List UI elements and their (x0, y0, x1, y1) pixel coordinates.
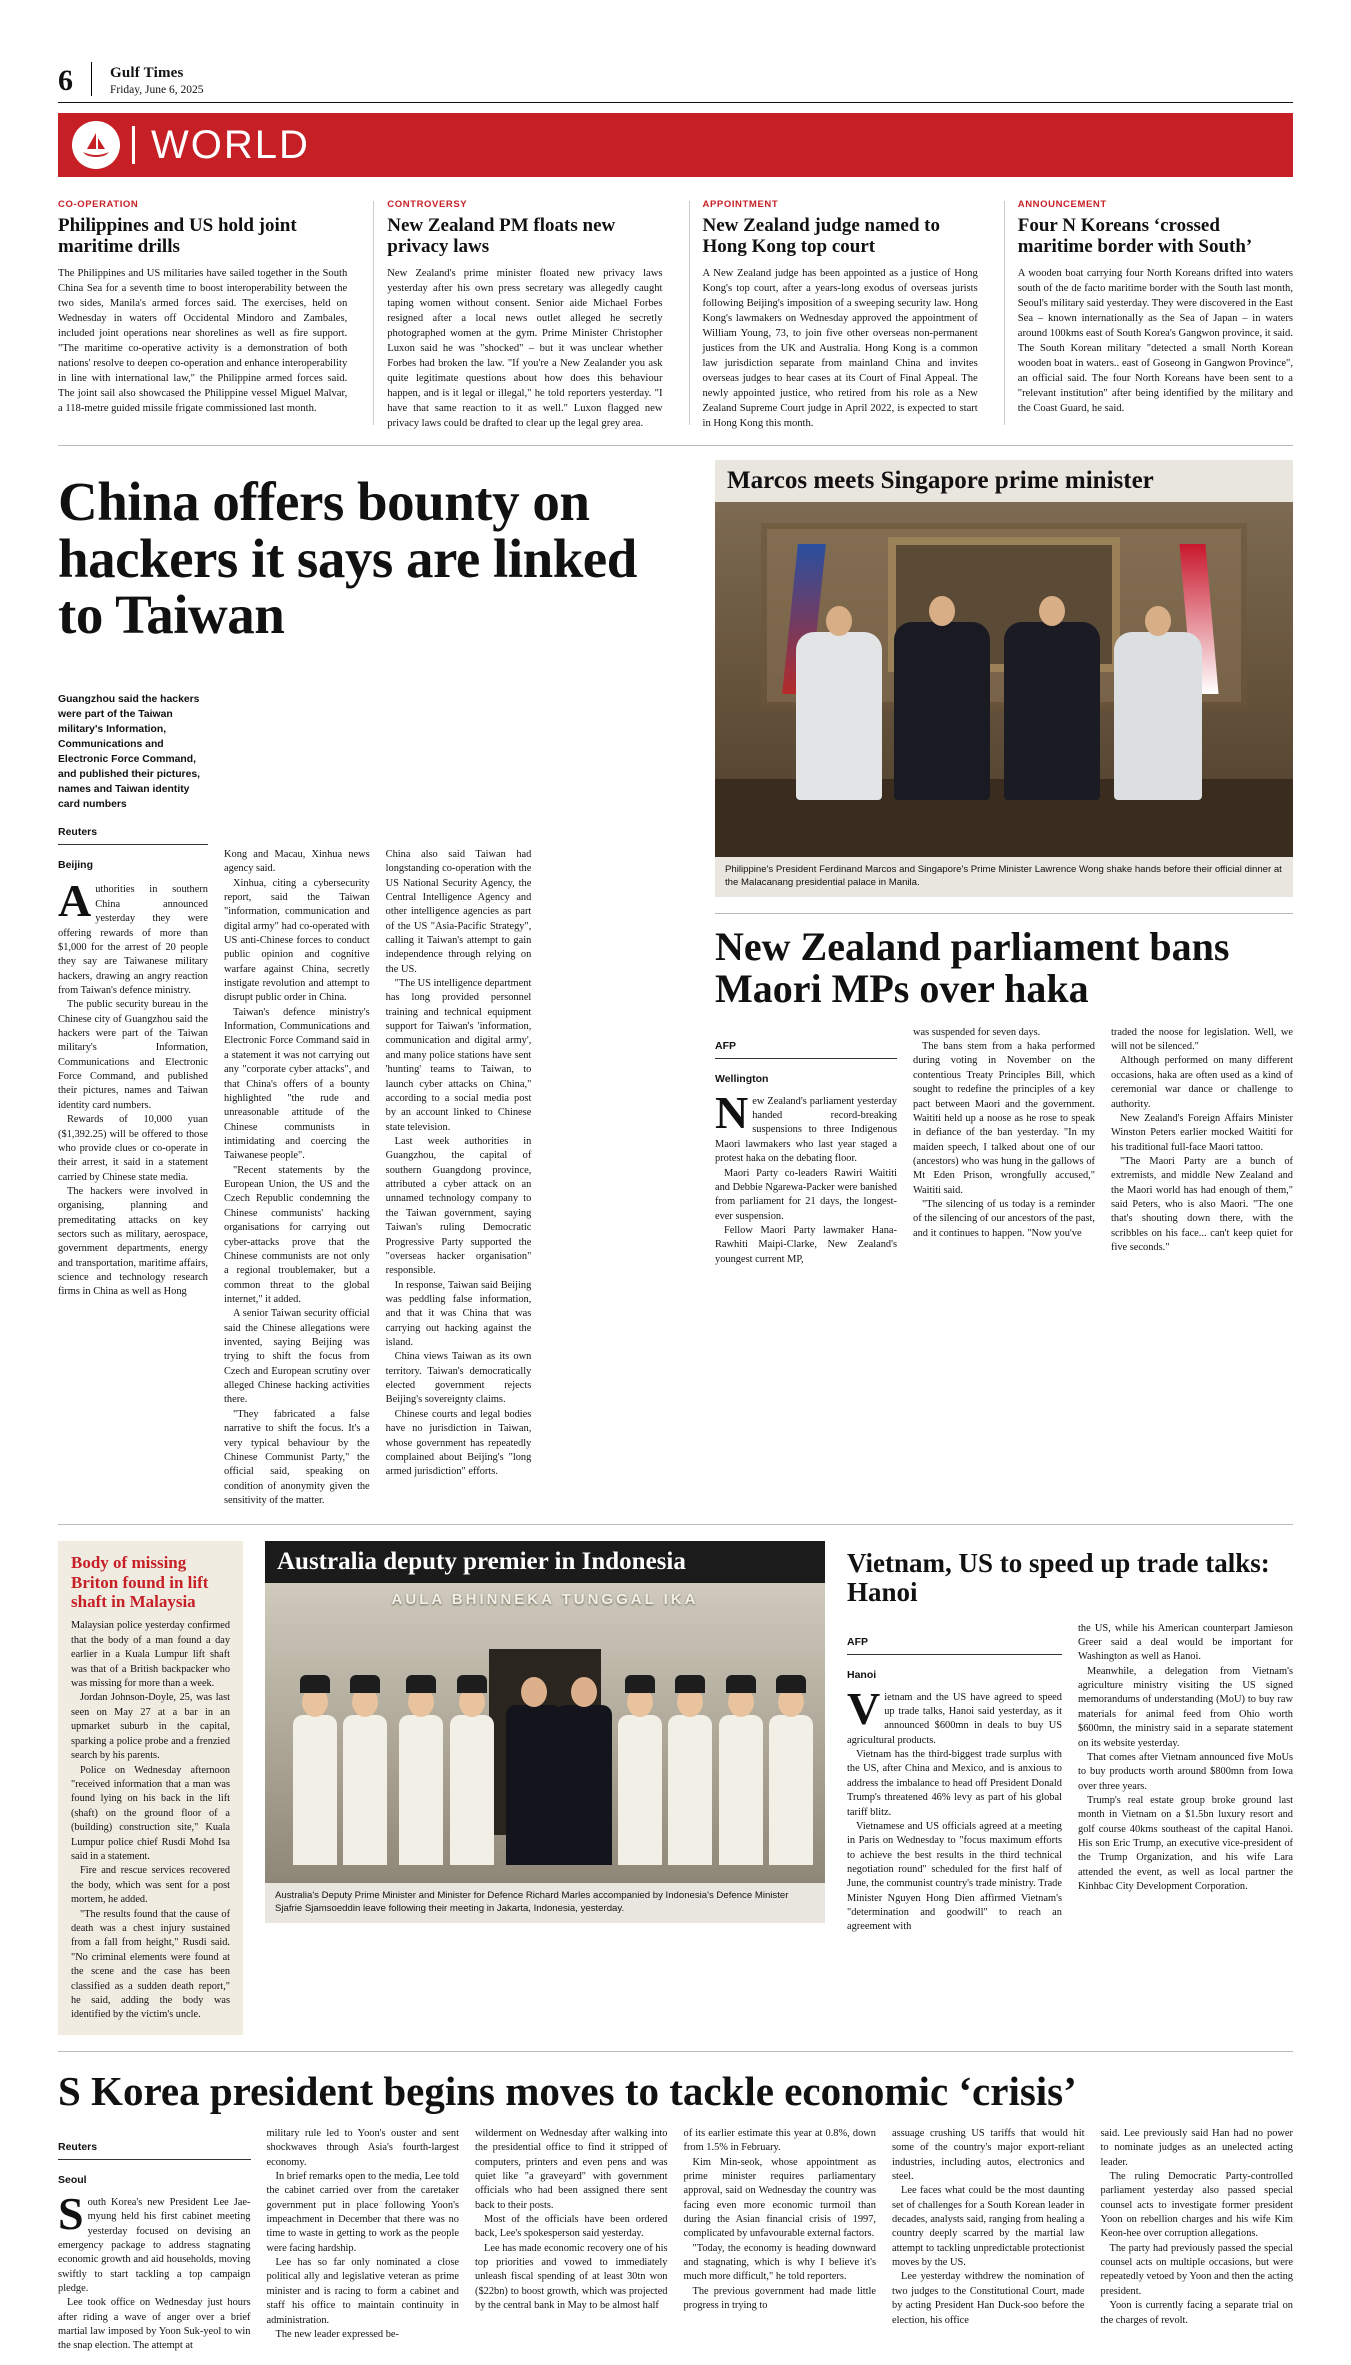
lead-standfirst: Guangzhou said the hackers were part of the Taiwan military's Information, Communications and Electronic Force Command, and published their pictures, names and Taiwan identity card numbers (58, 693, 201, 811)
brief-body: A New Zealand judge has been appointed as a justice of Hong Kong's top court, after a years-long exodus of overseas jurists following Beijing's imposition of a sweeping security law. Hong Kong's lawmakers on Wednesday approved the appointment of William Young, 73, to join five other overseas non-permanent justices from the UK and Australia. Hong Kong is a common law jurisdiction separate from mainland China and invites overseas judges to hear cases at its Court of Final Appeal. The newly appointed justice, who retired from his role as a New Zealand Supreme Court judge in April 2022, is expected to start in Hong Kong this month. (702, 267, 978, 429)
vietnam-paragraph: Vietnamese and US officials agreed at a meeting in Paris on Wednesday to "focus maximum efforts to achieve the best results in the third technical negotiation round" scheduled for the first half of June, the communist country's trade ministry. Trade Minister Nguyen Hong Dien affirmed Vietnam's "determination and goodwill" to reach an agreement with (847, 1820, 1062, 1933)
korea-paragraph: Lee took office on Wednesday just hours after riding a wave of anger over a brief martial law imposed by Yoon Suk-yeol to win the snap election. The attempt at (58, 2297, 251, 2352)
lead-paragraph: Xinhua, citing a cybersecurity report, said the Taiwan "information, communication and digital army" had co-operated with US anti-Chinese forces to conduct public opinion and cognitive warfare against China, secretly instigate revolution and attempt to disrupt public order in China. (224, 877, 370, 1004)
korea-paragraph: Most of the officials have been ordered back, Lee's spokesperson said yesterday. (475, 2214, 668, 2240)
lift-paragraph: "The results found that the cause of death was a chest injury sustained from a fall from height," Rusdi said. "No criminal elements were found at the scene and the case has been classified as a sudden death report," he said, adding the body was identified by the victim's uncle. (71, 1908, 230, 2021)
indonesia-photo-caption: Australia's Deputy Prime Minister and Minister for Defence Richard Marles accompanied by Indonesia's Defence Minister Sjafrie Sjamsoeddin leave following their meeting in Jakarta, Indonesia, yesterday. (265, 1883, 825, 1923)
banner-divider (132, 126, 135, 164)
nz-paragraph: Fellow Maori Party lawmaker Hana-Rawhiti Maipi-Clarke, New Zealand's youngest current MP, (715, 1224, 897, 1265)
korea-paragraph: The ruling Democratic Party-controlled parliament yesterday also passed special counsel acts to investigate former president Yoon on rebellion charges and his wife Kim Keon-hee over corruption allegations. (1100, 2170, 1293, 2240)
vietnam-paragraph: That comes after Vietnam announced five MoUs to buy products worth around $800mn from Iowa over three years. (1078, 1751, 1293, 1792)
briefs-rule (58, 445, 1293, 446)
nz-paragraph: New Zealand's parliament yesterday handed record-breaking suspensions to three Indigenous Maori lawmakers who last year staged a protest haka on the debating floor. (715, 1086, 897, 1165)
lead-paragraph: China also said Taiwan had longstanding co-operation with the US National Security Agency, the Central Intelligence Agency and other intelligence agencies as part of the US "Asia-Pacific Strategy", calling it Taiwan's attempt to gain independence through relying on the US. (385, 848, 532, 975)
section-rule (715, 913, 1293, 914)
korea-paragraph: Kim Min-seok, whose appointment as prime minister requires parliamentary approval, said on Wednesday the country was facing even more economic turmoil than during the Asian financial crisis of 1997, complicated by unfavourable external factors. (683, 2156, 876, 2240)
nz-paragraph: New Zealand's Foreign Affairs Minister Winston Peters earlier mocked Waititi for his traditional full-face Maori tattoo. (1111, 1112, 1293, 1153)
marcos-photo (715, 502, 1293, 857)
lift-paragraph: Malaysian police yesterday confirmed that the body of a man found a day earlier in a Kuala Lumpur lift shaft was that of a British backpacker who was missing for more than a week. (71, 1620, 230, 1690)
lead-headline: China offers bounty on hackers it says are linked to Taiwan (58, 470, 637, 646)
nz-paragraph: was suspended for seven days. (913, 1026, 1041, 1038)
vietnam-paragraph: Vietnam has the third-biggest trade surplus with the US, after China and Mexico, and is anxious to address the imbalance to head off President Donald Trump's threatened 46% levy as part of his global tariff blitz. (847, 1749, 1062, 1818)
brief-headline: New Zealand PM floats new privacy laws (387, 215, 616, 258)
lead-paragraph: Rewards of 10,000 yuan ($1,392.25) will be offered to those who provide clues or co-operate in their arrest, it said in a statement carried by Chinese state media. (58, 1114, 208, 1183)
byline-rule (58, 2159, 251, 2160)
marcos-photo-title: Marcos meets Singapore prime minister (715, 460, 1293, 502)
korea-paragraph: The party had previously passed the special counsel acts on multiple occasions, but were repeatedly vetoed by Yoon and then the acting president. (1100, 2242, 1293, 2297)
lead-paragraph: A senior Taiwan security official said the Chinese allegations were invented, saying Beijing was trying to shift the focus from Czech and European scrutiny over alleged Chinese hacking activities there. (224, 1308, 370, 1406)
lift-headline: Body of missing Briton found in lift shaft in Malaysia (71, 1553, 209, 1612)
brief-body: The Philippines and US militaries have sailed together in the South China Sea for a seventh time to boost interoperability between the two sides, Manila's armed forces said. The exercises, held on Wednesday in waters off Occidental Mindoro and Zambales, included joint operations near shorelines as well as fire support. "The maritime co-operative activity is a demonstration of both nations' resolve to deepen co-operation and enhance interoperability in line with international law," the Philippine armed forces said. The joint sail also showcased the Philippine vessel Miguel Malvar, a 118-metre guided missile frigate commissioned last month. (58, 267, 348, 414)
brief-headline: Philippines and US hold joint maritime drills (58, 215, 297, 258)
korea-paragraph: said. Lee previously said Han had no power to nominate judges as an unelected acting leader. (1100, 2127, 1293, 2168)
vietnam-headline: Vietnam, US to speed up trade talks: Hanoi (847, 1548, 1270, 1608)
zone-divider (58, 1524, 1293, 1525)
photo-banner-text: AULA BHINNEKA TUNGGAL IKA (391, 1591, 699, 1609)
brief-item (1004, 199, 1293, 431)
brief-item (58, 199, 347, 431)
lead-paragraph: Last week authorities in Guangzhou, the capital of southern Guangdong province, attributed a cyber attack on an unnamed technology company to the Taiwan government, saying Taiwan's ruling Democratic Progressive Party supported the "overseas hacker organisation" responsible. (385, 1135, 532, 1277)
lead-paragraph: "They fabricated a false narrative to shift the focus. It's a very typical behaviour by the Chinese Communist Party," the official said, speaking on condition of anonymity given the sensitivity of the matter. (224, 1408, 370, 1506)
lead-paragraph: "Recent statements by the European Union, the US and the Czech Republic condemning the Chinese communists' hacking organisations for carrying out cyber-attacks prove that the Chinese communists are not only a regional troublemaker, but a common threat to the global internet," it added. (224, 1164, 370, 1305)
korea-paragraph: Lee has made economic recovery one of his top priorities and vowed to immediately unleash fiscal spending of at least 30tn won ($22bn) to boost growth, which was projected by the central bank in May to be almost half (475, 2242, 668, 2312)
masthead (58, 0, 1293, 96)
brief-body: New Zealand's prime minister floated new privacy laws yesterday after his own press secretary was allegedly caught taping women without consent. Senior aide Michael Forbes resigned after a local news outlet alleged he secretly photographed women at the gym. Prime Minister Christopher Luxon said he was "shocked" – but it was unclear whether Forbes had broken the law. "If you're a New Zealander you ask quite legitimate questions about how does this behaviour happen, and is it legal or illegal," he told reporters yesterday. "I have that same reaction to it as well." Luxon flagged new privacy laws could be drafted to clear up the legal grey area. (387, 267, 663, 429)
korea-agency: Reuters (58, 2140, 98, 2153)
lead-paragraph: "The US intelligence department has long provided personnel training and technical equipment support for Taiwan's 'information, communication and digital army', and many police stations have sent 'hunting' teams to Taiwan, to launch cyber attacks on China," according to a social media post by an account linked to Chinese state television. (385, 978, 532, 1133)
vietnam-paragraph: Meanwhile, a delegation from Vietnam's agriculture ministry visiting the US signed memorandums of understanding (MoU) to buy raw materials for animal feed from Ohio worth $600mn, the ministry said in a separate statement on its website yesterday. (1078, 1665, 1293, 1749)
korea-paragraph: wilderment on Wednesday after walking into the presidential office to find it stripped of computers, printers and even pens and was quiet like "a graveyard" with government officials who had been assigned there sent back to their posts. (475, 2127, 668, 2211)
korea-story (58, 2067, 1293, 2354)
brief-item (373, 199, 662, 431)
lead-paragraph: Taiwan's defence ministry's Information, Communications and Electronic Force Command said in a statement it was not carrying out any "corporate cyber attacks", and that China's offers of a bounty highlighted "the rude and unreasonable attitude of the Chinese communists in intimidating and coercing the Taiwanese people". (224, 1006, 370, 1162)
vietnam-paragraph: Trump's real estate group broke ground last month in Vietnam on a $1.5bn luxury resort and golf course 40kms southeast of the capital Hanoi. His son Eric Trump, an executive vice-president of the Trump Organization, and his wife Lara attended the event, as well as local partner the Kinhbac City Development Corporation. (1078, 1794, 1293, 1893)
nz-paragraph: Although performed on many different occasions, haka are often used as a kind of ceremonial war dance or challenge to authority. (1111, 1055, 1293, 1110)
lift-paragraph: Fire and rescue services recovered the body, which was sent for a post mortem, he added. (71, 1865, 230, 1906)
lead-paragraph: In response, Taiwan said Beijing was peddling false information, and that it was China that was carrying out hacking against the island. (385, 1279, 532, 1349)
sailboat-icon (72, 121, 120, 169)
vietnam-paragraph: Vietnam and the US have agreed to speed up trade talks, Hanoi said yesterday, as it announced $600mn in deals to buy US agricultural products. (847, 1682, 1062, 1746)
publication-date: Friday, June 6, 2025 (110, 84, 204, 96)
page-number: 6 (58, 64, 73, 97)
nz-paragraph: "The silencing of us today is a reminder of the silencing of our ancestors of the past, and it continues to happen. "Now you've (913, 1199, 1095, 1239)
section-banner (58, 113, 1293, 177)
paper-name: Gulf Times (110, 65, 184, 81)
byline-rule (58, 844, 208, 845)
lift-paragraph: Police on Wednesday afternoon "received information that a man was found lying on his back in the lift (shaft) on the ground floor of a (building) construction site," Kuala Lumpur police chief Rusdi Mohd Isa said in a statement. (71, 1764, 230, 1862)
lift-story (58, 1541, 243, 2035)
vietnam-story (847, 1541, 1293, 2035)
right-upper-column (715, 460, 1293, 1508)
nz-dateline: Wellington (715, 1072, 769, 1085)
brief-kicker: CONTROVERSY (387, 199, 468, 210)
korea-paragraph: military rule led to Yoon's ouster and sent shockwaves through Asia's fourth-largest economy. (266, 2127, 459, 2168)
korea-dateline: Seoul (58, 2173, 87, 2186)
nz-paragraph: The bans stem from a haka performed during voting in November on the contentious Treaty Principles Bill, which sought to redefine the principles of a key pact between Maori and the government. Waititi held up a noose as he rose to speak in defiance of the ban yesterday. "In my maiden speech, I talked about one of our (ancestors) who was hung in the gallows of Mt Eden Prison, wrongfully accused," Waititi said. (913, 1041, 1095, 1196)
korea-paragraph: In brief remarks open to the media, Lee told the cabinet carried over from the caretaker government put in place following Yoon's impeachment in December that there was no time to waste in getting to work as the people were facing hardship. (266, 2170, 459, 2254)
masthead-rule (58, 102, 1293, 103)
briefs-row (58, 199, 1293, 431)
korea-paragraph: of its earlier estimate this year at 0.8%, down from 1.5% in February. (683, 2127, 876, 2154)
lead-paragraph: Chinese courts and legal bodies have no jurisdiction in Taiwan, whose government has repeatedly complained about Beijing's "long armed jurisdiction" efforts. (385, 1408, 532, 1478)
korea-paragraph: "Today, the economy is heading downward and stagnating, which is why I believe it's much more difficult," he told reporters. (683, 2242, 876, 2283)
masthead-divider (91, 62, 92, 96)
marcos-photo-caption: Philippine's President Ferdinand Marcos and Singapore's Prime Minister Lawrence Wong shake hands before their official dinner at the Malacanang presidential palace in Manila. (715, 857, 1293, 897)
byline-rule (847, 1654, 1062, 1655)
byline-rule (715, 1058, 897, 1059)
indonesia-photo-block (265, 1541, 825, 2035)
lift-paragraph: Jordan Johnson-Doyle, 25, was last seen on May 27 at a bar in an upmarket suburb in the capital, sparking a police probe and a frenzied search by his parents. (71, 1692, 230, 1762)
korea-paragraph: The new leader expressed be- (275, 2328, 399, 2340)
nz-paragraph: Maori Party co-leaders Rawiri Waititi and Debbie Ngarewa-Packer were banished from parliament for 21 days, the longest-ever suspension. (715, 1167, 897, 1222)
lead-paragraph: China views Taiwan as its own territory. Taiwan's democratically elected government rejects Beijing's sovereignty claims. (385, 1351, 532, 1406)
korea-paragraph: Lee yesterday withdrew the nomination of two judges to the Constitutional Court, made by acting President Han Duck-soo before the election, his office (892, 2271, 1085, 2326)
indonesia-photo-title: Australia deputy premier in Indonesia (265, 1541, 825, 1583)
vietnam-paragraph: the US, while his American counterpart Jamieson Greer said a deal would be important for Washington as well as Hanoi. (1078, 1622, 1293, 1663)
lead-story (58, 460, 693, 1508)
nz-paragraph: traded the noose for legislation. Well, we will not be silenced." (1111, 1026, 1293, 1053)
lead-paragraph: Kong and Macau, Xinhua news agency said. (224, 848, 370, 875)
korea-paragraph: South Korea's new President Lee Jae-myung held his first cabinet meeting yesterday focused on devising an emergency package to address stagnating economic growth and aid households, moving swiftly to start tackling a top campaign pledge. (58, 2187, 251, 2295)
brief-kicker: CO-OPERATION (58, 199, 139, 210)
lead-agency: Reuters (58, 826, 98, 839)
nz-agency: AFP (715, 1039, 736, 1052)
brief-headline: Four N Koreans ‘crossed maritime border with South’ (1017, 215, 1253, 258)
section-title: WORLD (151, 122, 310, 167)
zone-divider (58, 2051, 1293, 2052)
lead-dateline: Beijing (58, 859, 94, 872)
lead-paragraph: The public security bureau in the Chinese city of Guangzhou said the hackers were part of the Taiwan military's Information, Communications and Electronic Force Command, and published their pictures, names and Taiwan identity card numbers. (58, 999, 208, 1111)
nz-paragraph: "The Maori Party are a bunch of extremists, and middle New Zealand and the Maori world has had enough of them," said Peters, who is also Maori. "The one that's shouting down there, with the scribbles on his face... can't keep quiet for five seconds." (1111, 1155, 1293, 1254)
upper-zone (58, 460, 1293, 1508)
brief-headline: New Zealand judge named to Hong Kong top court (702, 215, 941, 258)
middle-zone (58, 1541, 1293, 2035)
korea-paragraph: Lee has so far only nominated a close political ally and legislative veteran as prime minister and is racing to form a cabinet and staff his office to maintain continuity in administration. (266, 2257, 459, 2326)
korea-paragraph: Lee faces what could be the most daunting set of challenges for a South Korean leader in decades, analysts said, ranging from healing a country deeply scarred by the martial law attempt to tackling unpredictable protectionist moves by the US. (892, 2185, 1085, 2269)
korea-headline: S Korea president begins moves to tackle economic ‘crisis’ (58, 2067, 1077, 2114)
lead-paragraph: The hackers were involved in organising, planning and premeditating attacks on key sectors such as military, aerospace, government departments, energy and transportation, maritime affairs, science and technology research firms in China as well as Hong (58, 1185, 208, 1298)
nz-headline: New Zealand parliament bans Maori MPs over haka (715, 923, 1230, 1011)
brief-kicker: APPOINTMENT (702, 199, 779, 210)
brief-kicker: ANNOUNCEMENT (1017, 199, 1107, 210)
lead-paragraph: Authorities in southern China announced yesterday they were offering rewards of more than $1,000 for the arrest of 20 people they say are Taiwanese military hackers, drawing an angry reaction from Taiwan's defence ministry. (58, 875, 208, 996)
korea-paragraph: The previous government had made little progress in trying to (683, 2285, 876, 2312)
brief-item (689, 199, 978, 431)
vietnam-agency: AFP (847, 1635, 868, 1648)
korea-paragraph: assuage crushing US tariffs that would hit some of the country's major export-reliant industries, including autos, electronics and steel. (892, 2127, 1085, 2182)
brief-body: A wooden boat carrying four North Koreans drifted into waters south of the de facto maritime border with the South last month, Seoul's military said yesterday. They were discovered in the East Sea – known internationally as the Sea of Japan – in waters around 100kms east of South Korea's Gangwon province, it said. The South Korean military "detected a small North Korean wooden boat in waters.. east of Goseong in Gangwon Province", an official said. The four North Koreans have been sent to a "relevant institution" after being identified by the military and the Coast Guard, he said. (1017, 267, 1293, 414)
korea-paragraph: Yoon is currently facing a separate trial on the charges of revolt. (1100, 2300, 1293, 2326)
indonesia-photo (265, 1583, 825, 1883)
vietnam-dateline: Hanoi (847, 1668, 877, 1681)
